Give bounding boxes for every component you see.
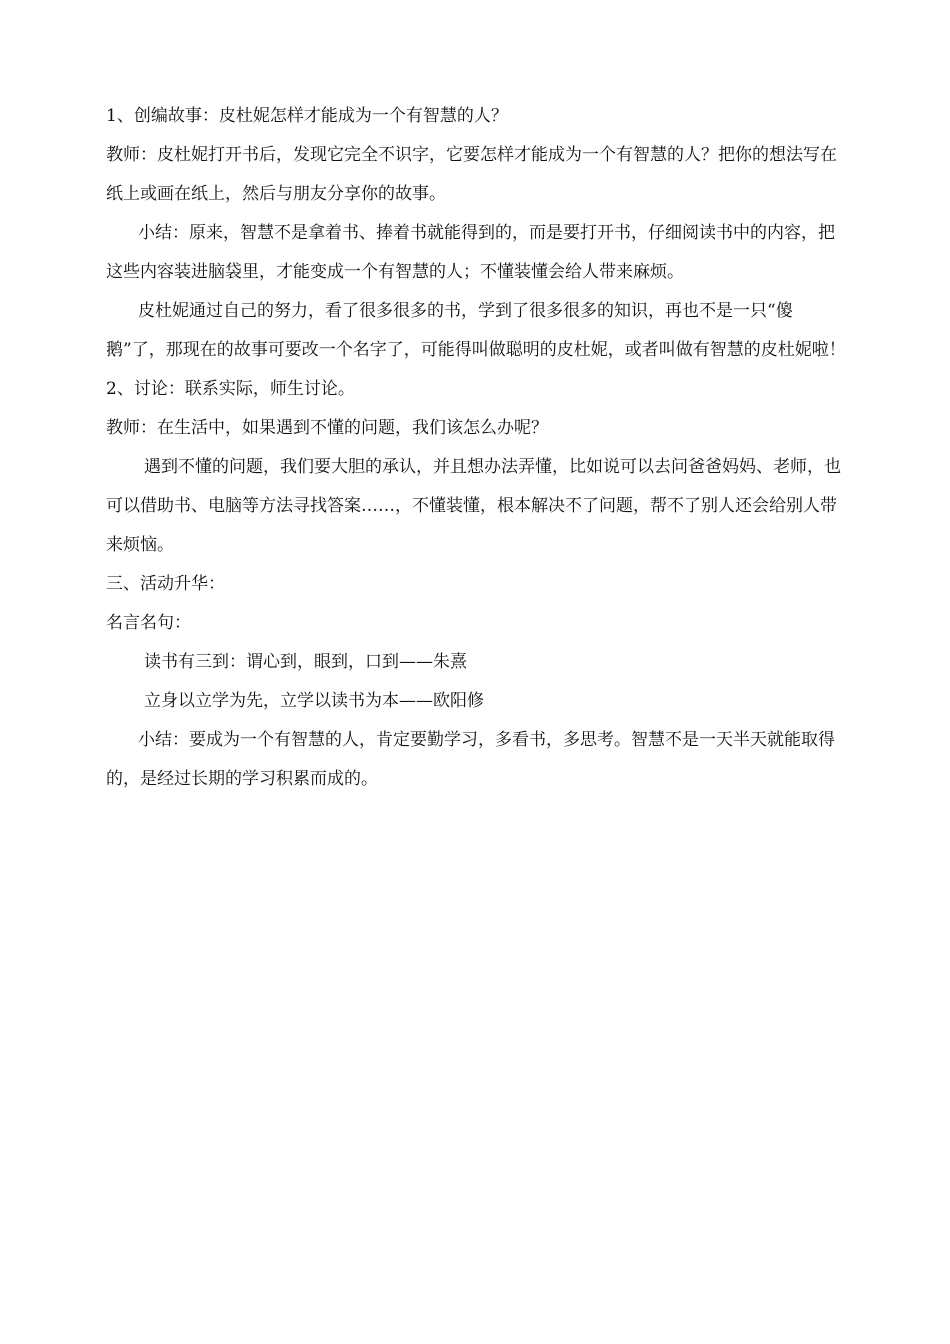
section-heading-discussion: 2、讨论：联系实际，师生讨论。 bbox=[106, 379, 355, 399]
quotes-heading: 名言名句： bbox=[106, 613, 191, 633]
discussion-answer-paragraph: 遇到不懂的问题，我们要大胆的承认，并且想办法弄懂，比如说可以去问爸爸妈妈、老师，也可以借助书、电脑等方法寻找答案……，不懂装懂，根本解决不了问题，帮不了别人还会给别人带来烦恼。 bbox=[106, 457, 841, 555]
summary-paragraph: 小结：原来，智慧不是拿着书、捧着书就能得到的，而是要打开书，仔细阅读书中的内容，把这些内容装进脑袋里，才能变成一个有智慧的人；不懂装懂会给人带来麻烦。 bbox=[106, 223, 835, 282]
quote-ouyang-xiu: 立身以立学为先，立学以读书为本——欧阳修 bbox=[144, 691, 484, 711]
teacher-prompt-paragraph: 教师：皮杜妮打开书后，发现它完全不识字，它要怎样才能成为一个有智慧的人？把你的想法写在纸上或画在纸上，然后与朋友分享你的故事。 bbox=[106, 145, 837, 204]
section-heading-activity: 三、活动升华： bbox=[106, 574, 225, 594]
story-paragraph: 皮杜妮通过自己的努力，看了很多很多的书，学到了很多很多的知识，再也不是一只“傻鹅”了，那现在的故事可要改一个名字了，可能得叫做聪明的皮杜妮，或者叫做有智慧的皮杜妮啦！ bbox=[106, 301, 846, 360]
teacher-question-paragraph: 教师：在生活中，如果遇到不懂的问题，我们该怎么办呢？ bbox=[106, 418, 548, 438]
quote-zhu-xi: 读书有三到：谓心到，眼到，口到——朱熹 bbox=[144, 652, 467, 672]
section-heading-story: 1、创编故事：皮杜妮怎样才能成为一个有智慧的人？ bbox=[106, 106, 508, 126]
document-body bbox=[106, 97, 851, 799]
final-summary-paragraph: 小结：要成为一个有智慧的人，肯定要勤学习，多看书，多思考。智慧不是一天半天就能取得的，是经过长期的学习积累而成的。 bbox=[106, 730, 835, 789]
